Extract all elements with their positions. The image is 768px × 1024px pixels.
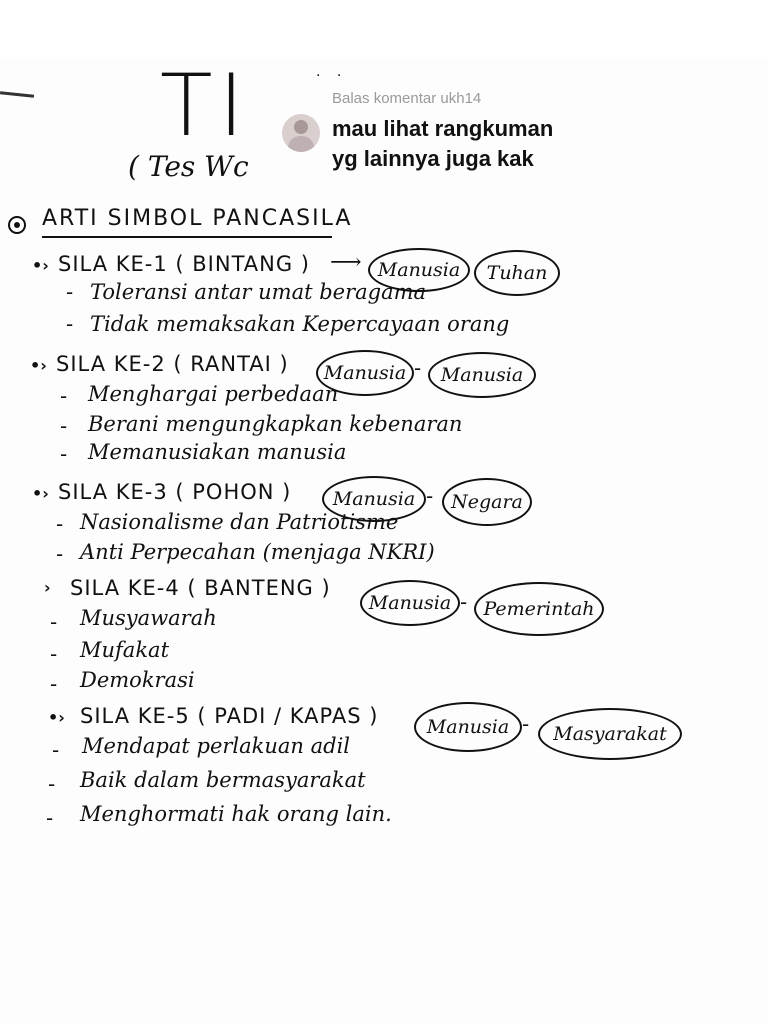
arrow-bullet-icon: •› [30, 356, 47, 375]
oval-tag: Masyarakat [538, 708, 682, 760]
dash-bullet: - [66, 280, 74, 304]
list-item: Toleransi antar umat beragama [90, 280, 427, 304]
dash-separator: - [426, 484, 434, 508]
dash-bullet: - [56, 512, 64, 536]
reply-label: Balas komentar ukh14 [332, 90, 482, 107]
list-item: Anti Perpecahan (menjaga NKRI) [80, 540, 435, 564]
dash-separator: - [460, 590, 468, 614]
oval-tag: Pemerintah [474, 582, 604, 636]
dash-bullet: - [50, 610, 58, 634]
sila-label: SILA KE-1 ( BINTANG ) [58, 252, 310, 276]
dash-bullet: - [66, 312, 74, 336]
list-item: Musyawarah [80, 606, 217, 630]
list-item: Demokrasi [80, 668, 195, 692]
list-item: Mendapat perlakuan adil [82, 734, 351, 758]
dash-bullet: - [50, 642, 58, 666]
oval-tag: Manusia [316, 350, 414, 396]
dash-bullet: - [60, 442, 68, 466]
heading-underline [42, 236, 332, 238]
comment-reply-sticker[interactable] [282, 86, 612, 182]
dash-bullet: - [50, 672, 58, 696]
dash-bullet: - [52, 738, 60, 762]
section-heading: ARTI SIMBOL PANCASILA [42, 206, 353, 231]
dash-separator: - [414, 356, 422, 380]
dash-bullet: - [56, 542, 64, 566]
sila-label: SILA KE-2 ( RANTAI ) [56, 352, 289, 376]
reply-comment [332, 114, 632, 174]
list-item: Menghormati hak orang lain. [80, 802, 392, 826]
list-item: Memanusiakan manusia [88, 440, 347, 464]
oval-tag: Manusia [414, 702, 522, 752]
reply-comment-line: mau lihat rangkuman [332, 116, 554, 141]
page-title: TI [160, 56, 250, 156]
dash-bullet: - [48, 772, 56, 796]
oval-tag: Manusia [428, 352, 536, 398]
section-bullet-icon [8, 216, 26, 234]
sila-label: SILA KE-5 ( PADI / KAPAS ) [80, 704, 379, 728]
avatar [282, 114, 320, 152]
oval-tag: Manusia [368, 248, 470, 292]
list-item: Mufakat [80, 638, 170, 662]
arrow-icon: ⟶ [330, 250, 362, 275]
arrow-bullet-icon: •› [32, 484, 49, 503]
sila-label: SILA KE-3 ( POHON ) [58, 480, 292, 504]
arrow-bullet-icon: › [44, 578, 51, 597]
list-item: Nasionalisme dan Patriotisme [80, 510, 399, 534]
list-item: Baik dalam bermasyarakat [80, 768, 366, 792]
top-margin [0, 0, 768, 58]
oval-tag: Manusia [322, 476, 426, 522]
sila-label: SILA KE-4 ( BANTENG ) [70, 576, 331, 600]
page-subtitle: ( Tes Wc [128, 150, 249, 183]
oval-tag: Manusia [360, 580, 460, 626]
list-item: Tidak memaksakan Kepercayaan orang [90, 312, 510, 336]
dash-separator: - [522, 712, 530, 736]
list-item: Berani mengungkapkan kebenaran [88, 412, 463, 436]
arrow-bullet-icon: •› [48, 708, 65, 727]
oval-tag: Tuhan [474, 250, 560, 296]
reply-comment-line: yg lainnya juga kak [332, 146, 534, 171]
oval-tag: Negara [442, 478, 532, 526]
dash-bullet: - [46, 806, 54, 830]
dash-bullet: - [60, 414, 68, 438]
list-item: Menghargai perbedaan [88, 382, 339, 406]
dash-bullet: - [60, 384, 68, 408]
arrow-bullet-icon: •› [32, 256, 49, 275]
ink-dots: . . [316, 64, 348, 80]
